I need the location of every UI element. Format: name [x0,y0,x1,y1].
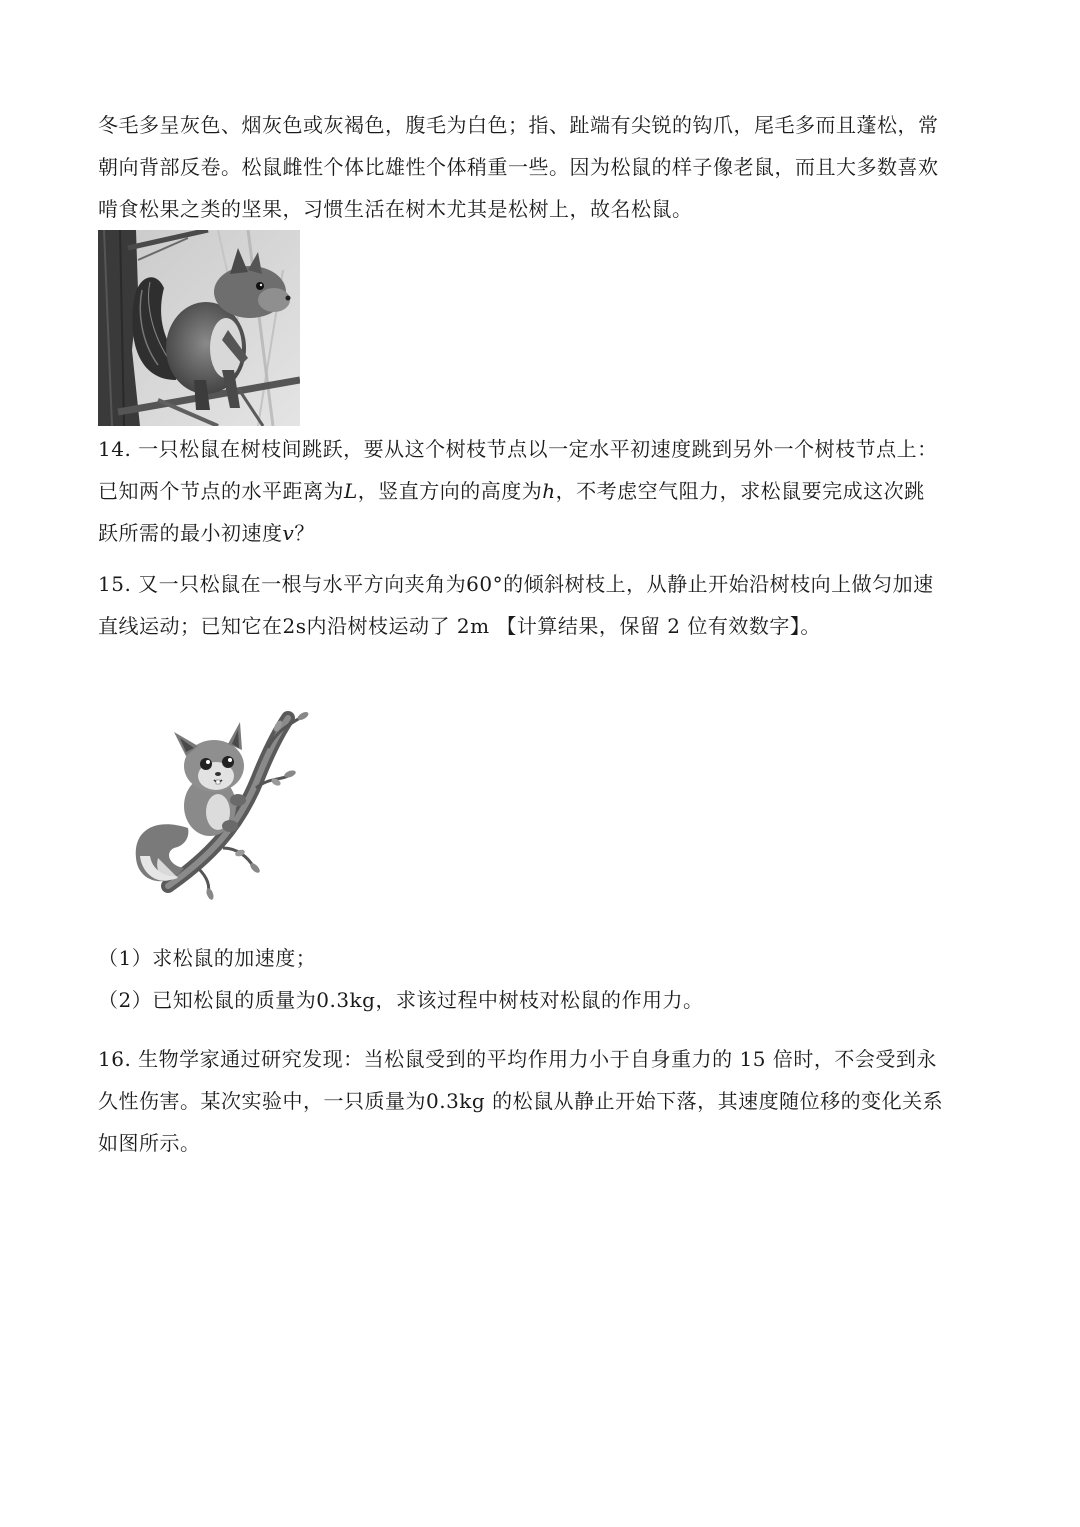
q15-sub-2 [98,979,983,1021]
q15-text-2a: 直线运动；已知它在 [98,614,283,638]
intro-line-2: 朝向背部反卷。松鼠雌性个体比雄性个体稍重一些。因为松鼠的样子像老鼠，而且大多数喜欢 [98,155,939,179]
q15-text-1b: 的倾斜树枝上，从静止开始沿树枝向上做匀加速 [503,572,934,596]
q15-text-2c: 【计算结果，保留 [496,614,661,638]
mass-value: 0.3kg [316,988,376,1012]
q15-text-2d: 位有效数字】。 [687,614,821,638]
angle-value: 60° [466,572,504,596]
q15-line-2 [98,605,983,647]
q15-text-1a: 15. 又一只松鼠在一根与水平方向夹角为 [98,572,467,596]
var-h: h [542,479,556,503]
q14-text-3b: ？ [294,521,315,545]
q15-sub-2b: ，求该过程中树枝对松鼠的作用力。 [375,988,704,1012]
q16-text-2b: 的松鼠从静止开始下落，其速度随位移的变化关系 [492,1089,944,1113]
q16-line-2 [98,1080,983,1122]
q14-text-3a: 跃所需的最小初速度 [98,521,283,545]
q16-mass-value: 0.3kg [426,1089,486,1113]
q15-sub-1: （1）求松鼠的加速度； [98,946,317,970]
q16-line-1: 16. 生物学家通过研究发现：当松鼠受到的平均作用力小于自身重力的 15 倍时，不会受到永 [98,1047,937,1071]
question-15 [98,563,983,647]
q14-line-3 [98,512,983,554]
var-v: v [282,521,295,545]
q14-line-1: 14. 一只松鼠在树枝间跳跃，要从这个树枝节点以一定水平初速度跳到另外一个树枝节点上： [98,437,938,461]
q14-text-2c: ，不考虑空气阻力，求松鼠要完成这次跳 [555,479,925,503]
squirrel-photo-icon [98,230,300,426]
q14-line-2 [98,470,983,512]
digits-value: 2 [667,614,681,638]
squirrel-cartoon-icon [128,708,310,900]
intro-line-1: 冬毛多呈灰色、烟灰色或灰褐色，腹毛为白色；指、趾端有尖锐的钩爪，尾毛多而且蓬松，常 [98,113,939,137]
time-value: 2s [282,614,307,638]
distance-value: 2m [456,614,490,638]
q14-text-2b: ，竖直方向的高度为 [357,479,543,503]
q16-text-2a: 久性伤害。某次实验中，一只质量为 [98,1089,426,1113]
intro-line-3: 啃食松果之类的坚果，习惯生活在树木尤其是松树上，故名松鼠。 [98,197,693,221]
intro-paragraph [98,104,983,230]
q15-text-2b: 内沿树枝运动了 [306,614,450,638]
question-15-subparts [98,937,983,1021]
q15-line-1 [98,563,983,605]
question-16 [98,1038,983,1164]
q16-line-3: 如图所示。 [98,1131,201,1155]
q14-text-2a: 已知两个节点的水平距离为 [98,479,344,503]
q15-sub-2a: （2）已知松鼠的质量为 [98,988,317,1012]
question-14 [98,428,983,554]
var-L: L [344,479,358,503]
